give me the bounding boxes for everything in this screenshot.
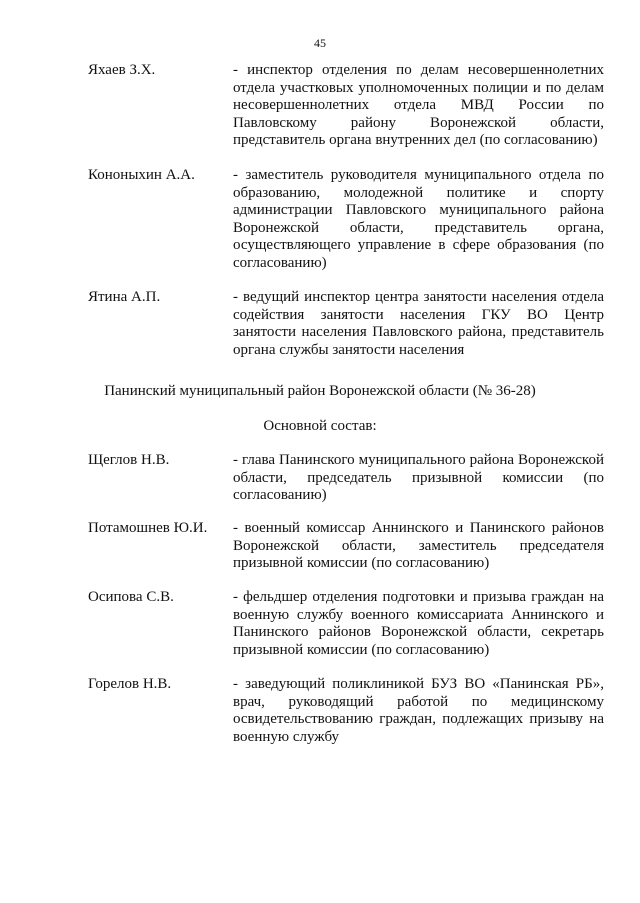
member-name: Горелов Н.В. <box>88 676 172 692</box>
member-name: Ятина А.П. <box>88 289 161 305</box>
member-description: - заведующий поликлиникой БУЗ ВО «Панинская РБ», врач, руководящий работой по медицинскому освидетельствованию граждан, подлежащих призыву на военную службу <box>233 676 604 745</box>
member-name: Кононыхин А.А. <box>88 167 195 183</box>
member-description: - инспектор отделения по делам несовершеннолетних отдела участковых уполномоченных полиции и по делам несовершеннолетних отдела МВД России по Павловскому району Воронежской области, представитель органа внутренних дел (по согласованию) <box>233 62 604 148</box>
member-name: Потамошнев Ю.И. <box>88 520 208 536</box>
page-number: 45 <box>314 36 326 50</box>
district-title: Панинский муниципальный район Воронежской области (№ 36-28) <box>104 383 536 399</box>
member-name: Осипова С.В. <box>88 589 174 605</box>
composition-title: Основной состав: <box>263 418 377 434</box>
member-description: - фельдшер отделения подготовки и призыва граждан на военную службу военного комиссариата Аннинского и Панинского районов Воронежской области, секретарь призывной комиссии (по согласованию) <box>233 589 604 658</box>
member-name: Щеглов Н.В. <box>88 452 170 468</box>
member-description: - заместитель руководителя муниципального отдела по образованию, молодежной политике и спорту администрации Павловского муниципального района Воронежской области, представитель органа, осуществляющего управление в сфере образования (по согласованию) <box>233 167 604 271</box>
member-name: Яхаев З.Х. <box>88 62 156 78</box>
member-description: - ведущий инспектор центра занятости населения отдела содействия занятости населения ГКУ ВО Центр занятости населения Павловского района, представитель органа службы занятости населения <box>233 289 604 358</box>
member-description: - военный комиссар Аннинского и Панинского районов Воронежской области, заместитель председателя призывной комиссии (по согласованию) <box>233 520 604 571</box>
member-description: - глава Панинского муниципального района Воронежской области, председатель призывной комиссии (по согласованию) <box>233 452 604 503</box>
